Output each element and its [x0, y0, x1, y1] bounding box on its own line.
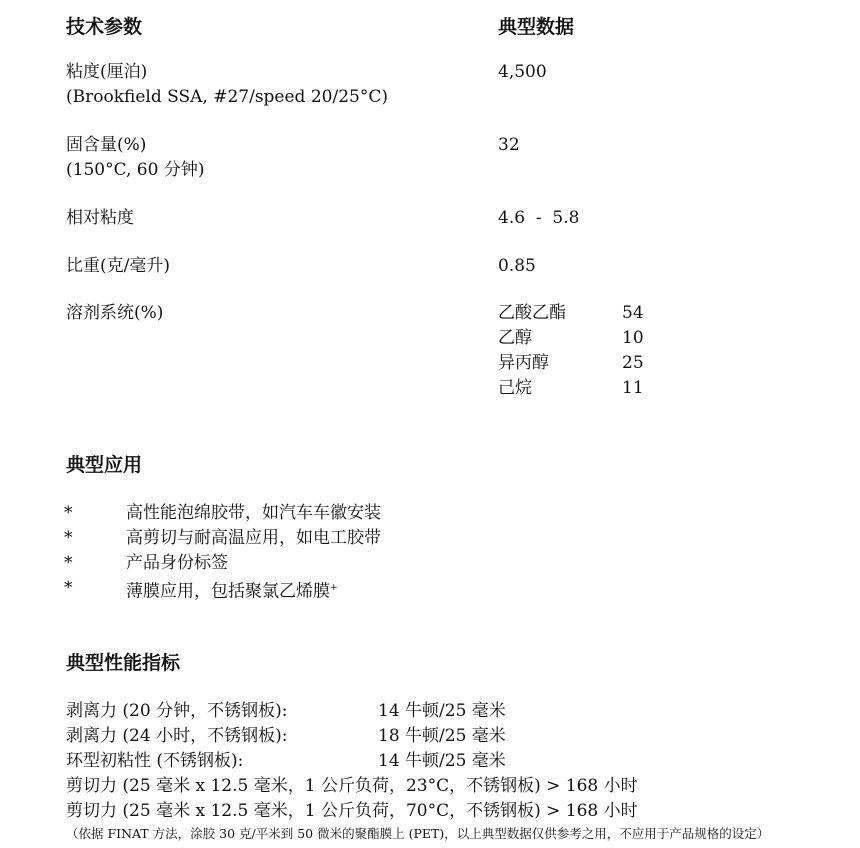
solvent-name: 乙酸乙酯 — [498, 303, 566, 323]
spec-data-heading: 典型数据 — [498, 16, 575, 38]
solvent-system-label: 溶剂系统(%) — [66, 303, 164, 323]
applications-heading: 典型应用 — [66, 454, 143, 476]
bullet-icon: * — [64, 528, 73, 548]
performance-value: 14 牛顿/25 毫米 — [378, 701, 506, 721]
solvent-percent: 10 — [622, 328, 644, 348]
application-item: 高性能泡绵胶带，如汽车车徽安装 — [126, 503, 381, 523]
application-item: 产品身份标签 — [126, 553, 228, 573]
solids-method: (150°C, 60 分钟) — [66, 160, 205, 180]
solvent-percent: 25 — [622, 353, 644, 373]
performance-heading: 典型性能指标 — [66, 652, 181, 674]
solvent-name: 乙醇 — [498, 328, 532, 348]
relative-viscosity-value: 4.6 - 5.8 — [498, 208, 580, 228]
relative-viscosity-label: 相对粘度 — [66, 208, 134, 228]
solvent-name: 己烷 — [498, 378, 532, 398]
application-item: 高剪切与耐高温应用，如电工胶带 — [126, 528, 381, 548]
shear-line: 剪切力 (25 毫米 x 12.5 毫米，1 公斤负荷，23°C，不锈钢板) > 168 小时 — [66, 776, 638, 796]
performance-value: 18 牛顿/25 毫米 — [378, 726, 506, 746]
performance-label: 剥离力 (24 小时，不锈钢板): — [66, 726, 288, 746]
bullet-icon: * — [64, 578, 73, 598]
solvent-percent: 54 — [622, 303, 644, 323]
solvent-name: 异丙醇 — [498, 353, 549, 373]
shear-line: 剪切力 (25 毫米 x 12.5 毫米，1 公斤负荷，70°C，不锈钢板) > 168 小时 — [66, 801, 638, 821]
application-item-text: 薄膜应用，包括聚氯乙烯膜 — [126, 581, 330, 602]
spec-param-heading: 技术参数 — [66, 16, 143, 38]
solids-label: 固含量(%) — [66, 135, 147, 155]
viscosity-method: (Brookfield SSA, #27/speed 20/25°C) — [66, 87, 388, 107]
viscosity-label: 粘度(厘泊) — [66, 62, 148, 82]
bullet-icon: * — [64, 553, 73, 573]
footnote: （依据 FINAT 方法，涂胶 30 克/平米到 50 微米的聚酯膜上 (PET)，以上典型数据仅供参考之用，不应用于产品规格的设定） — [66, 826, 770, 841]
specific-gravity-value: 0.85 — [498, 256, 536, 276]
specific-gravity-label: 比重(克/毫升) — [66, 256, 170, 276]
solids-value: 32 — [498, 135, 520, 155]
performance-label: 剥离力 (20 分钟，不锈钢板): — [66, 701, 288, 721]
footnote-mark: + — [330, 583, 338, 593]
solvent-percent: 11 — [622, 378, 644, 398]
bullet-icon: * — [64, 503, 73, 523]
viscosity-value: 4,500 — [498, 62, 547, 82]
performance-value: 14 牛顿/25 毫米 — [378, 751, 506, 771]
application-item — [126, 576, 338, 605]
performance-label: 环型初粘性 (不锈钢板): — [66, 751, 244, 771]
